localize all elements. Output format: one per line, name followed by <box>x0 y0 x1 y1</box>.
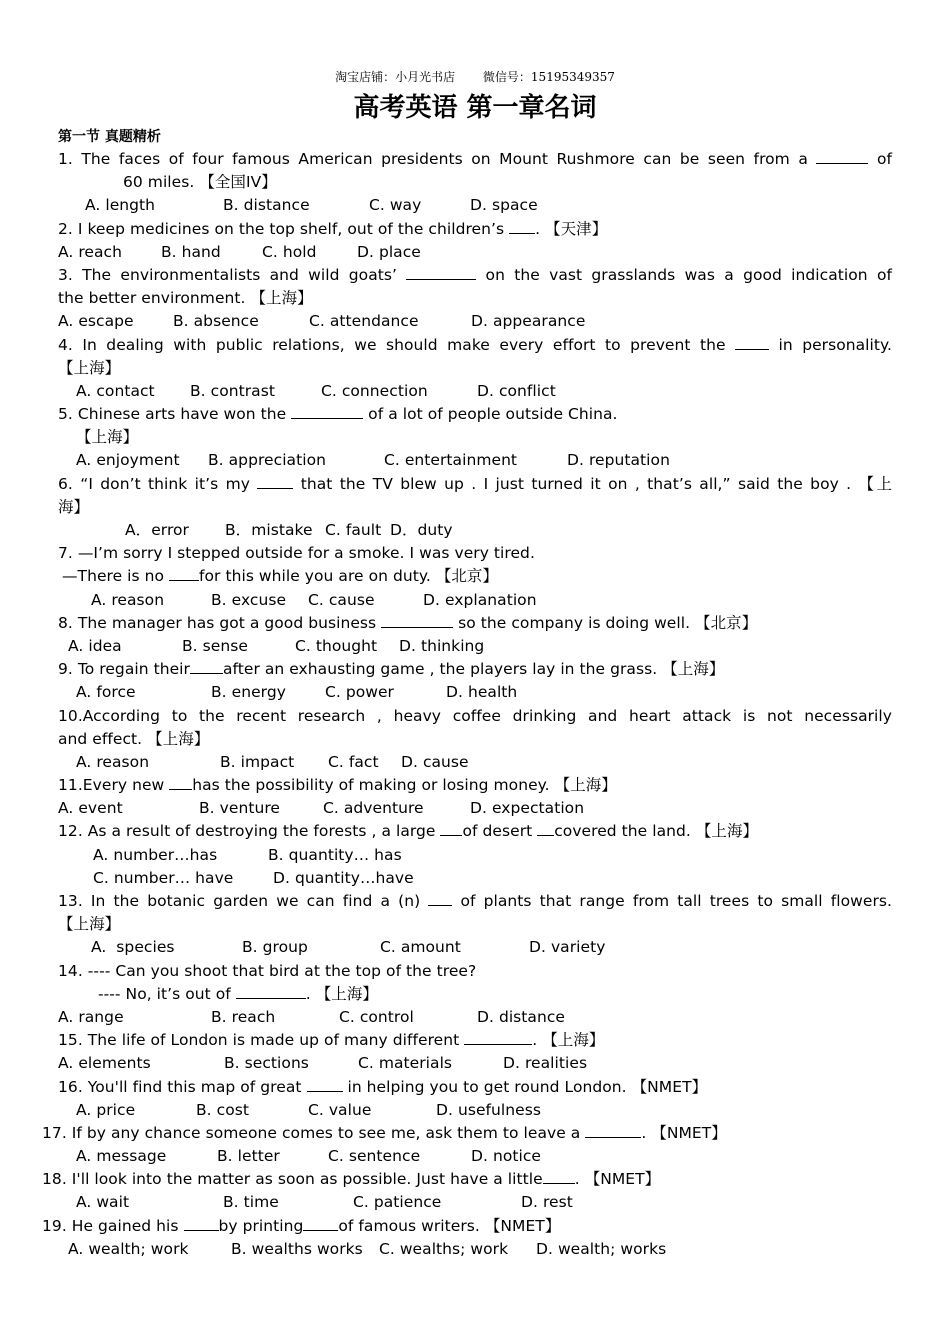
text-line <box>0 542 950 565</box>
text-line <box>0 565 950 588</box>
text-segment: . 【上海】 <box>532 1031 605 1050</box>
text-line <box>0 635 950 658</box>
text-segment: B. contrast <box>190 381 275 400</box>
text-line <box>0 1052 950 1075</box>
text-segment: D. usefulness <box>436 1100 541 1119</box>
text-segment: A. event <box>58 799 123 818</box>
text-segment: in helping you to get round London. 【NMET】 <box>342 1077 708 1096</box>
text-line <box>0 867 950 890</box>
text-line <box>0 449 950 472</box>
answer-blank <box>190 658 223 674</box>
text-segment: D. rest <box>521 1193 573 1212</box>
text-segment: D. variety <box>529 938 606 957</box>
text-segment: D. explanation <box>423 590 537 609</box>
text-segment: of <box>876 150 892 168</box>
text-segment: of desert <box>462 822 538 841</box>
text-segment: B. reach <box>211 1007 276 1026</box>
text-segment: B. appreciation <box>208 451 326 470</box>
text-segment: A. message <box>76 1147 167 1166</box>
text-segment: 11.Every new <box>58 776 170 795</box>
text-line <box>0 1145 950 1168</box>
text-line <box>0 241 950 264</box>
text-segment: C. fault <box>325 521 382 539</box>
answer-blank <box>303 1215 338 1231</box>
text-line <box>0 705 892 728</box>
text-line <box>0 1168 950 1191</box>
text-segment: C. value <box>308 1100 372 1119</box>
text-segment: A. elements <box>58 1054 151 1073</box>
text-segment: C. patience <box>353 1193 442 1212</box>
question-list <box>0 148 950 1261</box>
text-segment: 4. In dealing with public relations, we should make every effort to prevent the <box>58 335 726 354</box>
text-segment: 18. I'll look into the matter as soon as possible. Just have a little <box>42 1170 543 1189</box>
text-segment: C. number… have <box>93 868 234 887</box>
text-segment: C. way <box>369 196 422 215</box>
text-segment: of plants that range from tall trees to small flowers. <box>460 892 892 910</box>
text-line <box>0 334 892 357</box>
answer-blank <box>509 218 535 234</box>
section-heading: 第一节 真题精析 <box>58 129 161 145</box>
text-segment: 【上海】 <box>76 428 139 447</box>
answer-blank <box>184 1215 219 1231</box>
text-segment: . 【NMET】 <box>641 1123 727 1142</box>
text-segment: 60 miles. 【全国IV】 <box>123 173 277 192</box>
text-segment: C. entertainment <box>384 451 518 470</box>
text-line <box>0 1076 950 1099</box>
answer-blank <box>537 820 554 836</box>
text-segment: 【上海】 <box>58 358 121 377</box>
text-segment: 【上海】 <box>58 915 121 934</box>
wechat-id: 微信号：15195349357 <box>482 70 615 84</box>
text-line <box>0 1122 950 1145</box>
text-segment: 15. The life of London is made up of many different <box>58 1031 465 1050</box>
text-line <box>0 380 950 403</box>
text-segment: so the company is doing well. 【北京】 <box>453 613 758 632</box>
answer-blank <box>406 264 476 280</box>
text-segment: A. force <box>76 683 136 702</box>
answer-blank <box>735 334 769 350</box>
text-segment: A. range <box>58 1007 124 1026</box>
text-line <box>0 426 950 449</box>
text-segment: 12. As a result of destroying the forests , a large <box>58 822 441 841</box>
text-segment: A. reason <box>76 752 150 771</box>
text-segment: 19. He gained his <box>42 1216 184 1235</box>
text-line <box>0 960 950 983</box>
text-segment: D. distance <box>477 1007 566 1026</box>
text-line <box>0 171 950 194</box>
text-segment: A. reason <box>91 590 165 609</box>
text-segment: C. hold <box>262 242 317 261</box>
text-line <box>0 681 950 704</box>
text-segment: A. wealth; work <box>68 1239 189 1258</box>
text-segment: A. reach <box>58 242 122 261</box>
answer-blank <box>381 612 453 628</box>
text-segment: B. letter <box>217 1147 280 1166</box>
text-segment: C. power <box>325 683 394 702</box>
text-segment: D. realities <box>503 1054 588 1073</box>
text-segment: 1. The faces of four famous American presidents on Mount Rushmore can be seen from a <box>58 150 808 168</box>
text-segment: B. venture <box>199 799 280 818</box>
text-segment: C. fact <box>328 752 379 771</box>
text-segment: B. impact <box>220 752 295 771</box>
text-segment: C. control <box>339 1007 414 1026</box>
text-segment: 5. Chinese arts have won the <box>58 405 292 424</box>
text-segment: 海】 <box>58 497 90 516</box>
text-line <box>0 496 950 519</box>
answer-blank <box>236 983 306 999</box>
text-line <box>0 751 950 774</box>
text-line <box>0 936 950 959</box>
text-segment: D. cause <box>401 752 469 771</box>
text-line <box>0 473 892 496</box>
text-segment: after an exhausting game , the players lay in the grass. 【上海】 <box>222 660 725 679</box>
text-line <box>0 1099 950 1122</box>
text-segment: D. appearance <box>471 312 586 331</box>
text-segment: B. wealths works <box>231 1239 363 1258</box>
answer-blank <box>257 473 293 489</box>
text-segment: A. price <box>76 1100 136 1119</box>
text-segment: C. connection <box>321 381 428 400</box>
text-segment: 8. The manager has got a good business <box>58 613 382 632</box>
answer-blank <box>169 565 199 581</box>
text-segment: C. sentence <box>328 1147 421 1166</box>
text-segment: D. space <box>470 196 538 215</box>
text-segment: B. energy <box>211 683 286 702</box>
text-line <box>0 797 950 820</box>
text-segment: A. enjoyment <box>76 451 180 470</box>
text-segment: B. excuse <box>211 590 287 609</box>
text-line <box>0 357 950 380</box>
page-title: 高考英语 第一章名词 <box>353 93 597 123</box>
text-segment: C. amount <box>380 938 461 957</box>
text-line <box>0 1006 950 1029</box>
text-segment: B. absence <box>173 312 259 331</box>
text-segment: 2. I keep medicines on the top shelf, out of the children’s <box>58 219 510 238</box>
text-segment: covered the land. 【上海】 <box>554 822 759 841</box>
text-segment: —There is no <box>62 567 170 586</box>
answer-blank <box>440 820 462 836</box>
text-line <box>0 287 950 310</box>
text-segment: C. adventure <box>323 799 424 818</box>
text-segment: A. species <box>91 938 175 957</box>
text-line <box>0 264 892 287</box>
answer-blank <box>291 403 363 419</box>
text-line <box>0 890 892 913</box>
text-segment: has the possibility of making or losing money. 【上海】 <box>192 776 617 795</box>
text-segment: D. wealth; works <box>536 1239 667 1258</box>
text-line <box>0 310 950 333</box>
text-line <box>0 774 950 797</box>
text-line <box>0 1215 950 1238</box>
text-segment: D. reputation <box>567 451 670 470</box>
text-segment: C. wealths; work <box>379 1239 509 1258</box>
text-line <box>0 194 950 217</box>
text-segment: A. length <box>85 196 156 215</box>
text-segment: B. time <box>223 1193 279 1212</box>
shop-name: 淘宝店铺：小月光书店 <box>335 70 456 84</box>
text-segment: and effect. 【上海】 <box>58 729 210 748</box>
text-segment: B. sections <box>224 1054 309 1073</box>
text-segment: 16. You'll find this map of great <box>58 1077 307 1096</box>
text-line <box>0 1191 950 1214</box>
text-segment: D. conflict <box>477 381 556 400</box>
answer-blank <box>428 890 452 906</box>
text-segment: B. quantity… has <box>268 845 402 864</box>
text-segment: on the vast grasslands was a good indication of <box>485 265 892 284</box>
answer-blank <box>169 774 192 790</box>
text-line <box>0 612 950 635</box>
text-segment: ---- No, it’s out of <box>98 984 236 1003</box>
text-segment: B. sense <box>182 636 248 655</box>
text-segment: C. materials <box>358 1054 453 1073</box>
text-segment: B. distance <box>223 196 310 215</box>
text-line <box>0 1238 950 1261</box>
page-header <box>0 69 950 85</box>
text-segment: D. notice <box>471 1147 541 1166</box>
text-segment: B. cost <box>196 1100 249 1119</box>
text-line <box>0 913 950 936</box>
text-segment: 10.According to the recent research , heavy coffee drinking and heart attack is not necessarily <box>58 706 892 725</box>
text-segment: A. number…has <box>93 845 218 864</box>
text-segment: A. contact <box>76 381 155 400</box>
text-segment: A. escape <box>58 312 134 331</box>
text-line <box>0 218 950 241</box>
text-segment: A. idea <box>68 636 122 655</box>
text-segment: . 【NMET】 <box>574 1170 661 1189</box>
text-segment: B. group <box>242 938 308 957</box>
text-segment: C. attendance <box>309 312 419 331</box>
text-line <box>0 589 950 612</box>
text-segment: the better environment. 【上海】 <box>58 289 313 308</box>
text-segment: by printing <box>218 1216 304 1235</box>
answer-blank <box>585 1122 641 1138</box>
text-line <box>0 728 950 751</box>
text-segment: 13. In the botanic garden we can find a (n) <box>58 892 421 910</box>
text-line <box>0 519 950 542</box>
text-segment: C. thought <box>295 636 378 655</box>
text-segment: for this while you are on duty. 【北京】 <box>199 567 499 586</box>
answer-blank <box>464 1029 532 1045</box>
text-segment: 9. To regain their <box>58 660 190 679</box>
text-line <box>0 148 892 171</box>
text-segment: D. health <box>446 683 518 702</box>
text-segment: 17. If by any chance someone comes to see me, ask them to leave a <box>42 1123 586 1142</box>
text-segment: 7. —I’m sorry I stepped outside for a smoke. I was very tired. <box>58 544 535 563</box>
text-segment: that the TV blew up . I just turned it on , that’s all,” said the boy . 【上 <box>300 474 892 493</box>
text-segment: . 【天津】 <box>535 219 608 238</box>
text-segment: A．error <box>125 521 189 539</box>
text-segment: 6. “I don’t think it’s my <box>58 474 250 493</box>
text-line <box>0 844 950 867</box>
text-line <box>0 983 950 1006</box>
answer-blank <box>816 148 868 164</box>
text-segment: D. thinking <box>399 636 485 655</box>
text-segment: A. wait <box>76 1193 130 1212</box>
text-segment: D. expectation <box>470 799 585 818</box>
text-line <box>0 820 950 843</box>
text-segment: 3. The environmentalists and wild goats’ <box>58 265 397 284</box>
text-line <box>0 403 950 426</box>
text-segment: B．mistake <box>225 521 313 539</box>
text-segment: D. place <box>357 242 421 261</box>
answer-blank <box>543 1168 575 1184</box>
text-segment: . 【上海】 <box>305 984 378 1003</box>
text-segment: 14. ---- Can you shoot that bird at the top of the tree? <box>58 961 477 980</box>
text-segment: of famous writers. 【NMET】 <box>338 1216 561 1235</box>
text-segment: C. cause <box>308 590 375 609</box>
answer-blank <box>307 1076 343 1092</box>
text-segment: of a lot of people outside China. <box>363 405 618 424</box>
text-segment: in personality. <box>778 335 893 354</box>
text-line <box>0 1029 950 1052</box>
text-segment: D. quantity…have <box>273 868 414 887</box>
text-segment: D．duty <box>390 521 453 539</box>
text-segment: B. hand <box>161 242 221 261</box>
text-line <box>0 658 950 681</box>
